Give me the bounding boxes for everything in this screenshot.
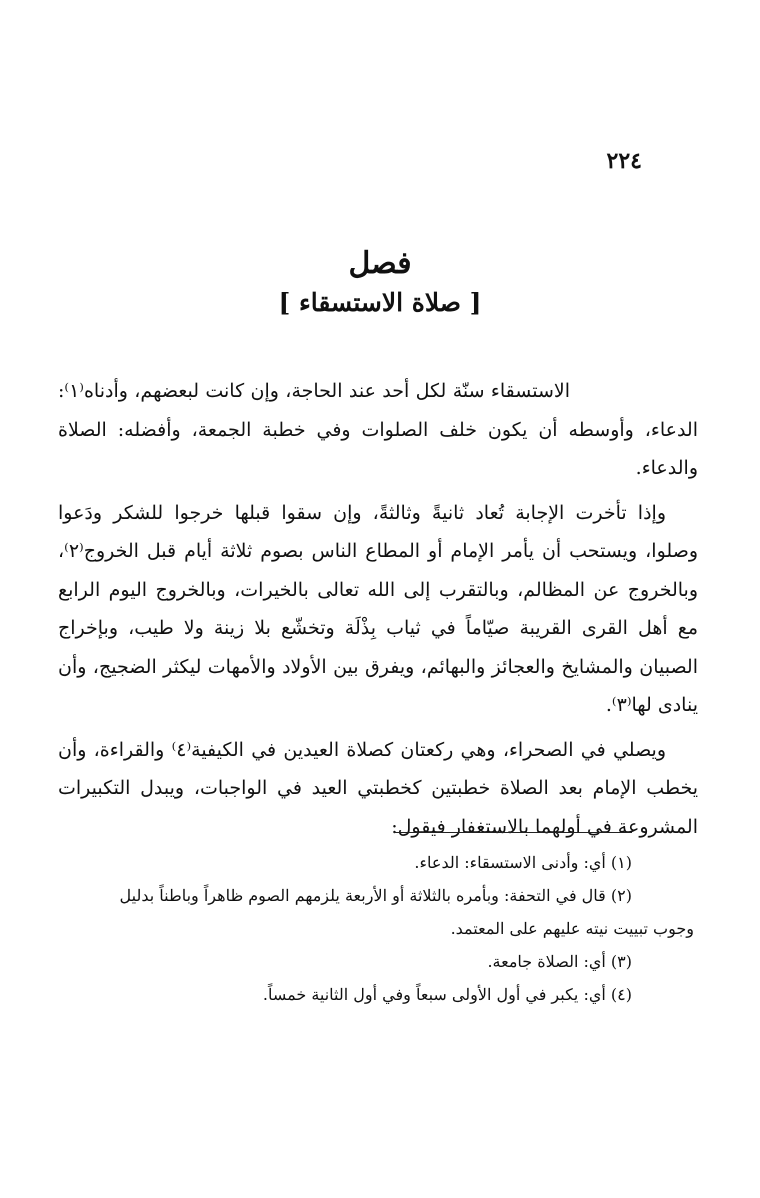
- page-number: ٢٢٤: [606, 148, 642, 174]
- body-text: [58, 372, 698, 852]
- paragraph: وإذا تأخرت الإجابة تُعاد ثانيةً وثالثةً، وإن سقوا قبلها خرجوا للشكر ودَعوا وصلوا، ويستحب أن يأمر الإمام أو المطاع الناس بصوم ثلاثة أيام قبل الخروج⁽٢⁾، وبالخروج عن المظالم، وبالتقرب إلى الله تعالى بالخيرات، وبالخروج اليوم الرابع مع أهل القرى القريبة صيّاماً في ثياب بِذْلَة وتخشّع بلا زينة ولا طيب، وبإخراج الصبيان والمشايخ والعجائز والبهائم، ويفرق بين الأولاد والأمهات ليكثر الضجيج، وأن ينادى لها⁽٣⁾.: [58, 501, 698, 716]
- footnotes: [84, 846, 694, 1011]
- paragraph: الاستسقاء سنّة لكل أحد عند الحاجة، وإن كانت لبعضهم، وأدناه⁽١⁾: الدعاء، وأوسطه أن يكون خلف الصلوات وفي خطبة الجمعة، وأفضله: الصلاة والدعاء.: [58, 380, 698, 479]
- paragraph: ويصلي في الصحراء، وهي ركعتان كصلاة العيدين في الكيفية⁽٤⁾ والقراءة، وأن يخطب الإمام بعد الصلاة خطبتين كخطبتي العيد في الواجبات، ويبدل التكبيرات المشروعة في أولهما بالاستغفار فيقول:: [58, 738, 698, 838]
- footnote: (٤) أي: يكبر في أول الأولى سبعاً وفي أول الثانية خمساً.: [262, 985, 632, 1004]
- section-title: [ صلاة الاستسقاء ]: [278, 288, 482, 317]
- footnote: (٣) أي: الصلاة جامعة.: [487, 952, 632, 971]
- footnote: (١) أي: وأدنى الاستسقاء: الدعاء.: [414, 853, 632, 872]
- chapter-title: فصل: [348, 246, 412, 281]
- footnote-separator: [394, 832, 632, 833]
- footnote: (٢) قال في التحفة: وبأمره بالثلاثة أو الأربعة يلزمهم الصوم ظاهراً وباطناً بدليل وجوب تبييت نيته عليهم على المعتمد.: [119, 886, 694, 938]
